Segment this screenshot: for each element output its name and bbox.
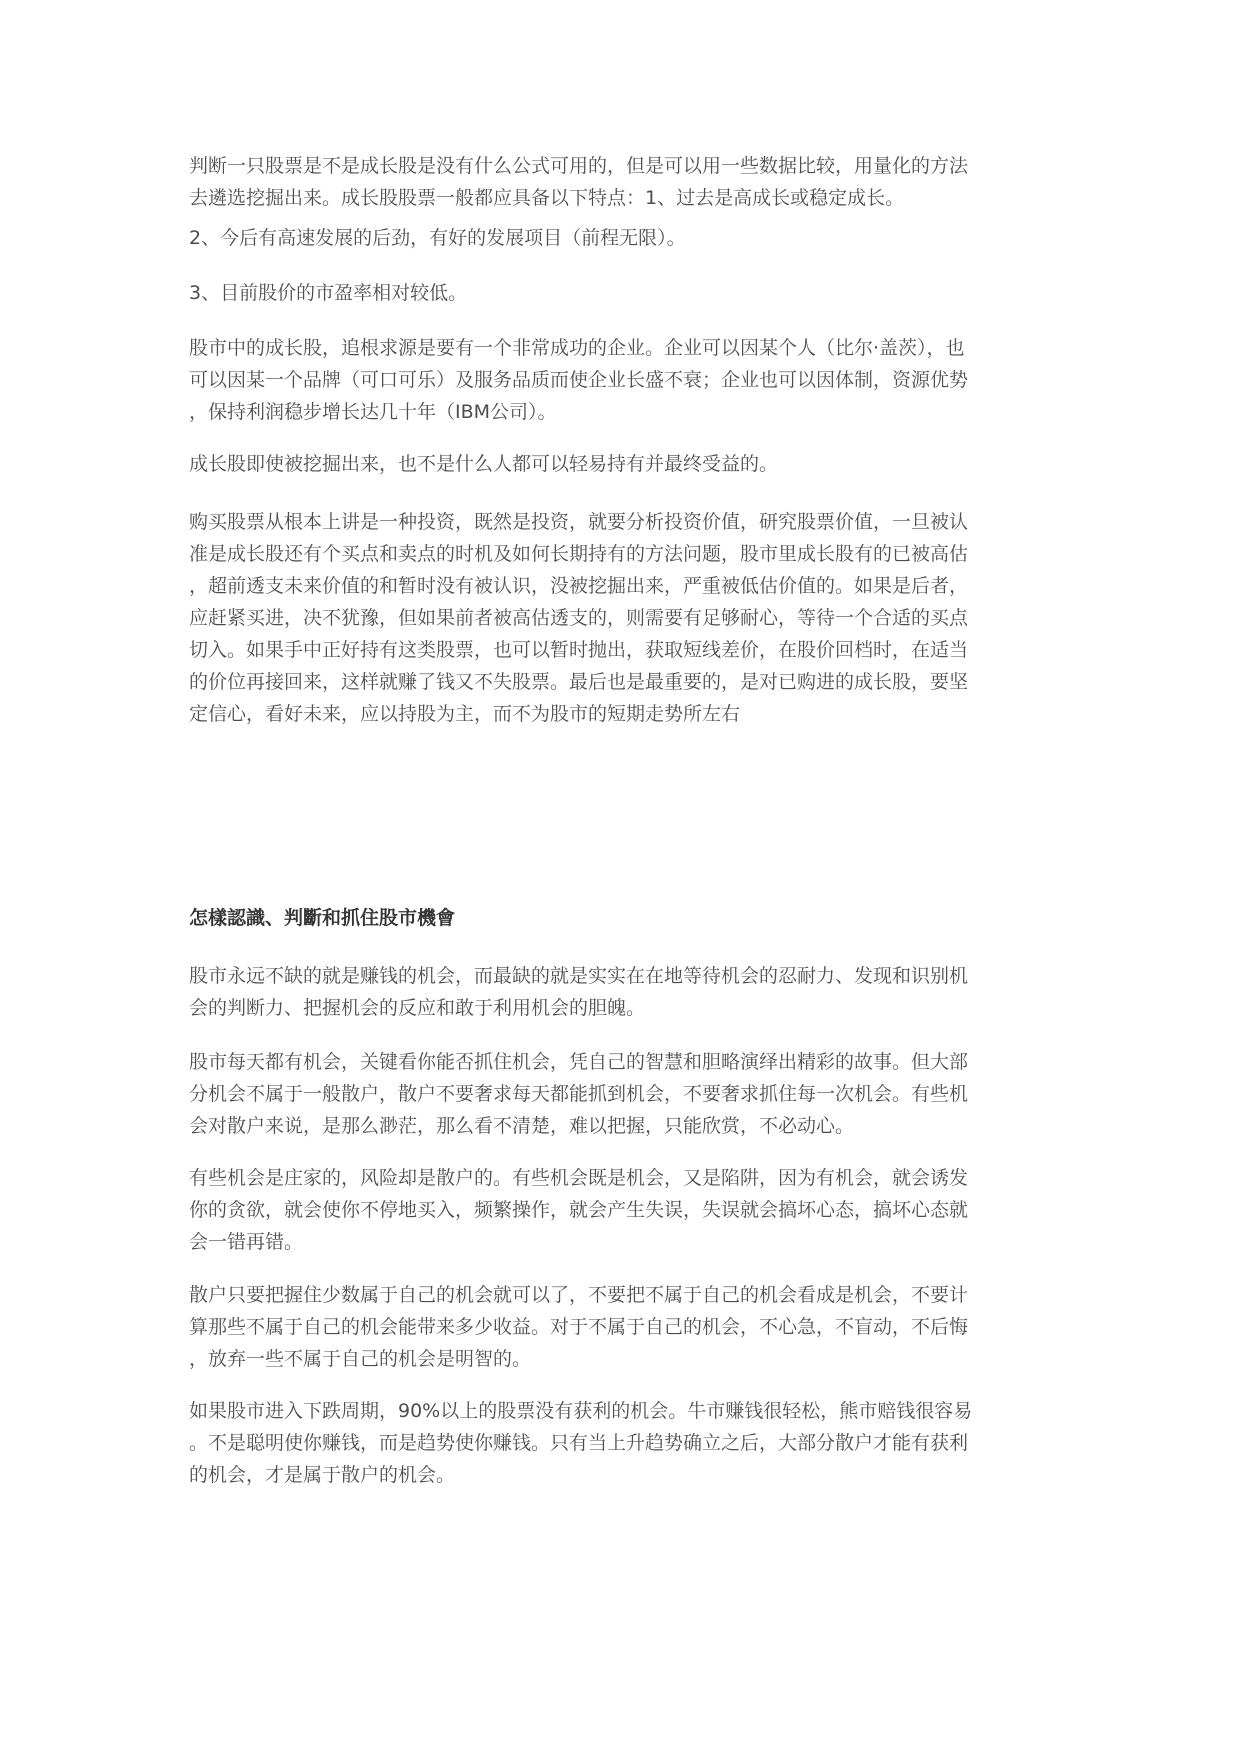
text-line: 定信心，看好未来，应以持股为主，而不为股市的短期走势所左右 [189,703,741,725]
text-line: 的机会，才是属于散户的机会。 [189,1464,456,1486]
paragraph-market-trend [189,1395,1057,1491]
text-line: 准是成长股还有个买点和卖点的时机及如何长期持有的方法问题，股市里成长股有的已被高估 [189,543,969,565]
text-line: ，放弃一些不属于自己的机会是明智的。 [189,1348,532,1370]
text-line: 股市永远不缺的就是赚钱的机会，而最缺的就是实实在在地等待机会的忍耐力、发现和识别机 [189,965,969,987]
text-line: 如果股市进入下跌周期，90%以上的股票没有获利的机会。牛市赚钱很轻松，熊市赔钱很容易 [189,1400,973,1422]
text-line: 股市每天都有机会，关键看你能否抓住机会，凭自己的智慧和胆略演绎出精彩的故事。但大部 [189,1051,969,1073]
text-line: ，超前透支未来价值的和暂时没有被认识，没被挖掘出来，严重被低估价值的。如果是后者， [189,575,969,597]
text-line: 有些机会是庄家的，风险却是散户的。有些机会既是机会，又是陷阱，因为有机会，就会诱发 [189,1167,969,1189]
text-line: 会一错再错。 [189,1231,304,1253]
paragraph-point-3 [189,277,1057,309]
text-line: 算那些不属于自己的机会能带来多少收益。对于不属于自己的机会，不心急，不盲动，不后悔 [189,1316,969,1338]
text-line: 购买股票从根本上讲是一种投资，既然是投资，就要分析投资价值，研究股票价值，一旦被认 [189,511,969,533]
text-line: 去遴选挖掘出来。成长股股票一般都应具备以下特点：1、过去是高成长或稳定成长。 [189,187,905,209]
text-line: 会的判断力、把握机会的反应和敢于利用机会的胆魄。 [189,997,646,1019]
paragraph-growth-stock-intro [189,150,1057,214]
text-line: 你的贪欲，就会使你不停地买入，频繁操作，就会产生失误，失误就会搞坏心态，搞坏心态就 [189,1199,969,1221]
text-line: ，保持利润稳步增长达几十年（IBM公司）。 [189,401,557,423]
paragraph-investment-value [189,506,1057,730]
text-line: 成长股即使被挖掘出来，也不是什么人都可以轻易持有并最终受益的。 [189,453,779,475]
text-line: 散户只要把握住少数属于自己的机会就可以了，不要把不属于自己的机会看成是机会，不要计 [189,1284,969,1306]
text-line: 的价位再接回来，这样就赚了钱又不失股票。最后也是最重要的，是对已购进的成长股，要坚 [189,671,969,693]
paragraph-holding-difficulty [189,448,1057,480]
text-line: 可以因某一个品牌（可口可乐）及服务品质而使企业长盛不衰；企业也可以因体制，资源优势 [189,369,969,391]
paragraph-point-2 [189,222,1057,254]
paragraph-opportunity-trap [189,1162,1057,1258]
section-heading: 怎樣認識、判斷和抓住股市機會 [189,907,456,929]
text-line: 会对散户来说，是那么渺茫，那么看不清楚，难以把握，只能欣赏，不必动心。 [189,1115,855,1137]
text-line: 2、今后有高速发展的后劲，有好的发展项目（前程无限）。 [189,227,686,249]
text-line: 股市中的成长股，追根求源是要有一个非常成功的企业。企业可以因某个人（比尔·盖茨），也 [189,337,965,359]
text-line: 应赶紧买进，决不犹豫，但如果前者被高估透支的，则需要有足够耐心，等待一个合适的买点 [189,607,969,629]
text-line: 。不是聪明使你赚钱，而是趋势使你赚钱。只有当上升趋势确立之后，大部分散户才能有获利 [189,1432,969,1454]
paragraph-own-opportunities [189,1279,1057,1375]
text-line: 判断一只股票是不是成长股是没有什么公式可用的，但是可以用一些数据比较，用量化的方法 [189,155,969,177]
paragraph-opportunity-intro [189,960,1057,1024]
paragraph-successful-enterprise [189,332,1057,428]
text-line: 分机会不属于一般散户，散户不要奢求每天都能抓到机会，不要奢求抓住每一次机会。有些机 [189,1083,969,1105]
paragraph-daily-opportunities [189,1046,1057,1142]
text-line: 3、目前股价的市盈率相对较低。 [189,282,468,304]
text-line: 切入。如果手中正好持有这类股票，也可以暂时抛出，获取短线差价，在股价回档时，在适当 [189,639,969,661]
